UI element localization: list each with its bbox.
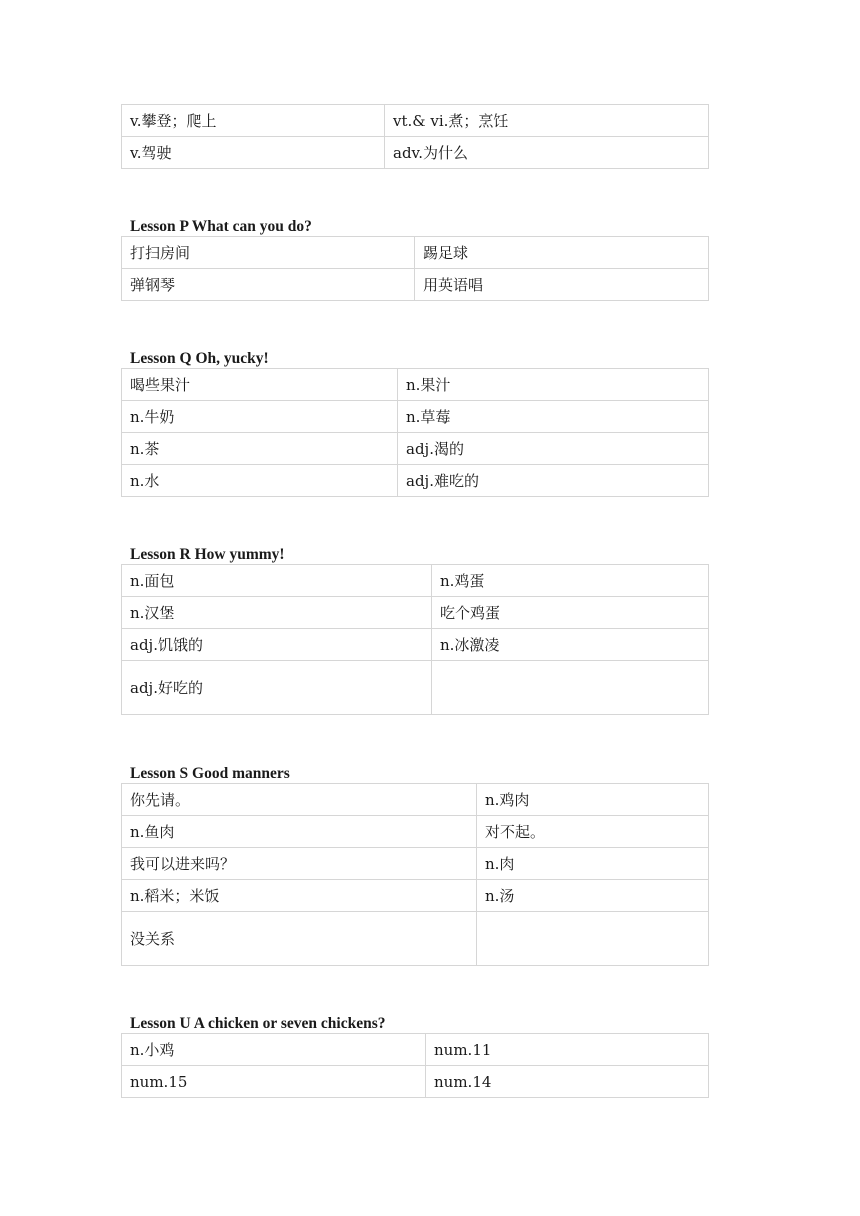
table-row [122,565,709,597]
table-row [122,880,709,912]
table-cell: n.牛奶 [122,401,398,433]
table-row [122,629,709,661]
table-cell: adj.渴的 [398,433,709,465]
table-row [122,597,709,629]
table-cell: v.攀登；爬上 [122,105,385,137]
table-cell: 弹钢琴 [122,269,415,301]
table-row [122,401,709,433]
table-cell: vt.& vi.煮；烹饪 [385,105,709,137]
vocab-table [121,368,709,497]
table-cell: adj.难吃的 [398,465,709,497]
table-cell: n.冰激凌 [432,629,709,661]
table-cell: n.水 [122,465,398,497]
vocab-table [121,1033,709,1098]
vocab-section-lesson-u [121,1015,708,1098]
table-cell: adj.饥饿的 [122,629,432,661]
table-cell: 没关系 [122,912,477,966]
table-cell [477,912,709,966]
table-cell: num.11 [426,1034,709,1066]
table-cell: 吃个鸡蛋 [432,597,709,629]
table-row [122,848,709,880]
vocab-section-lesson-p [121,218,708,301]
table-cell: v.驾驶 [122,137,385,169]
table-cell: 喝些果汁 [122,369,398,401]
table-row [122,816,709,848]
section-heading: Lesson Q Oh, yucky! [130,350,269,367]
table-row [122,137,709,169]
vocab-section-continued [121,104,708,169]
table-cell: 用英语唱 [415,269,709,301]
section-heading: Lesson R How yummy! [130,546,285,563]
table-row [122,912,709,966]
table-row [122,369,709,401]
table-cell: 踢足球 [415,237,709,269]
section-heading: Lesson P What can you do? [130,218,312,235]
table-cell: n.稻米；米饭 [122,880,477,912]
vocab-table [121,783,709,966]
table-cell: n.汤 [477,880,709,912]
table-cell: n.草莓 [398,401,709,433]
table-row [122,1066,709,1098]
vocab-section-lesson-q [121,350,708,497]
vocab-table [121,564,709,715]
table-cell: n.小鸡 [122,1034,426,1066]
table-row [122,237,709,269]
table-cell: n.鸡蛋 [432,565,709,597]
table-cell: 打扫房间 [122,237,415,269]
table-row [122,105,709,137]
table-cell: adj.好吃的 [122,661,432,715]
table-row [122,269,709,301]
table-cell: adv.为什么 [385,137,709,169]
table-row [122,784,709,816]
table-row [122,465,709,497]
table-cell: n.面包 [122,565,432,597]
table-cell: 对不起。 [477,816,709,848]
table-cell: n.鸡肉 [477,784,709,816]
table-row [122,661,709,715]
table-cell: n.鱼肉 [122,816,477,848]
vocab-table [121,104,709,169]
table-row [122,1034,709,1066]
table-cell [432,661,709,715]
table-cell: n.汉堡 [122,597,432,629]
table-cell: num.15 [122,1066,426,1098]
table-cell: 我可以进来吗？ [122,848,477,880]
table-cell: n.肉 [477,848,709,880]
vocab-table [121,236,709,301]
vocab-section-lesson-r [121,546,708,715]
vocab-section-lesson-s [121,765,708,966]
section-heading: Lesson S Good manners [130,765,290,782]
section-heading: Lesson U A chicken or seven chickens? [130,1015,386,1032]
table-row [122,433,709,465]
table-cell: n.果汁 [398,369,709,401]
table-cell: num.14 [426,1066,709,1098]
table-cell: n.茶 [122,433,398,465]
table-cell: 你先请。 [122,784,477,816]
